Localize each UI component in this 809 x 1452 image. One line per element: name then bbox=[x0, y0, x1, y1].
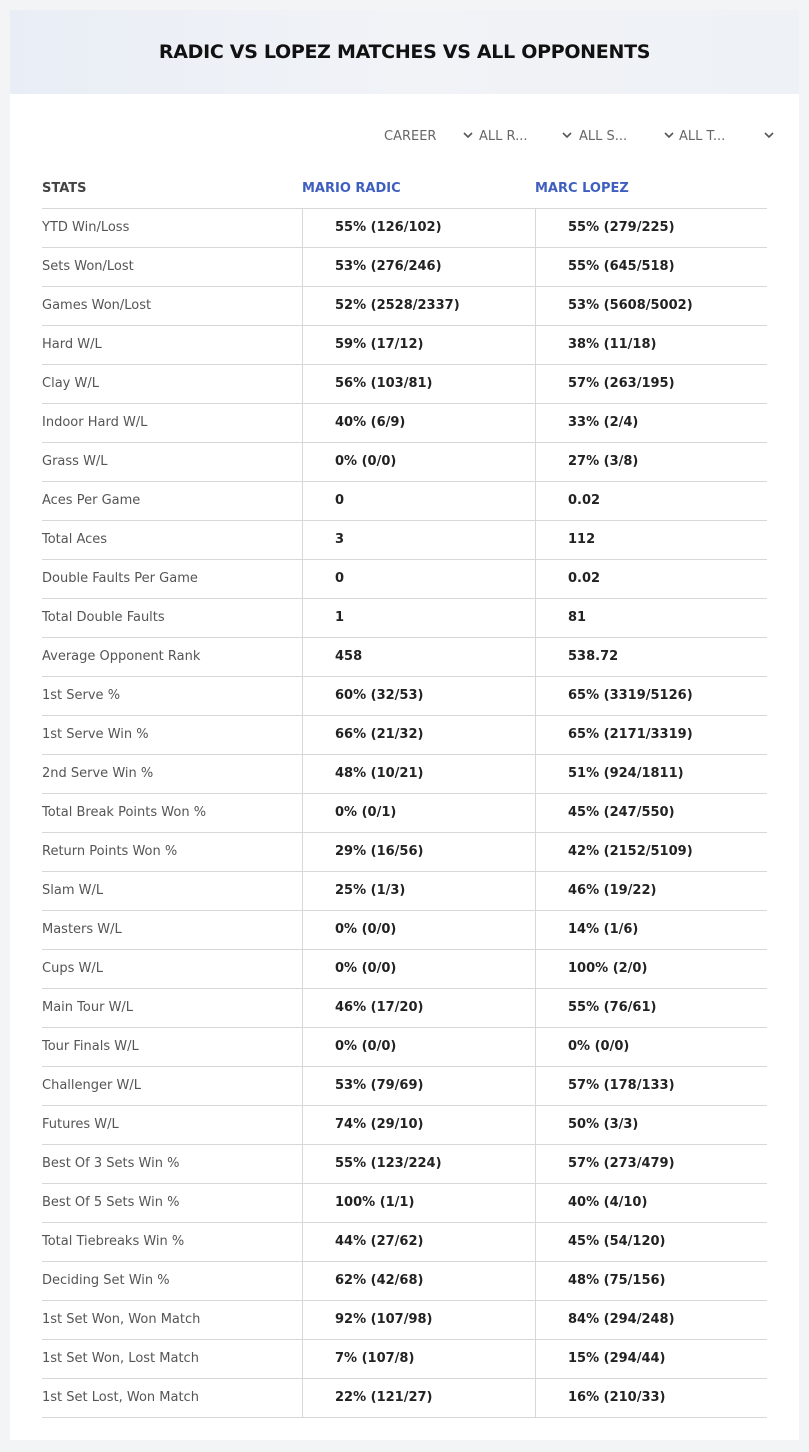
player2-value: 81 bbox=[535, 599, 767, 637]
player1-value: 0% (0/0) bbox=[302, 1028, 535, 1066]
stat-label: Futures W/L bbox=[42, 1117, 119, 1132]
stat-label: 1st Set Won, Won Match bbox=[42, 1312, 201, 1327]
stat-label: Masters W/L bbox=[42, 922, 122, 937]
player1-value: 458 bbox=[302, 638, 535, 676]
table-row bbox=[42, 482, 767, 521]
player1-value: 92% (107/98) bbox=[302, 1301, 535, 1339]
player2-value: 0% (0/0) bbox=[535, 1028, 767, 1066]
stat-label: Indoor Hard W/L bbox=[42, 415, 148, 430]
player2-value: 57% (178/133) bbox=[535, 1067, 767, 1105]
filter-period-label: CAREER bbox=[384, 128, 437, 144]
stat-label: YTD Win/Loss bbox=[42, 220, 130, 235]
player1-value: 1 bbox=[302, 599, 535, 637]
stat-label: 1st Set Lost, Won Match bbox=[42, 1390, 199, 1405]
stat-label: Total Break Points Won % bbox=[42, 805, 207, 820]
table-row bbox=[42, 1379, 767, 1418]
table-row bbox=[42, 1262, 767, 1301]
table-row bbox=[42, 521, 767, 560]
stat-label: Slam W/L bbox=[42, 883, 104, 898]
stat-label: Hard W/L bbox=[42, 337, 102, 352]
player1-value: 59% (17/12) bbox=[302, 326, 535, 364]
table-row bbox=[42, 1067, 767, 1106]
player2-value: 55% (645/518) bbox=[535, 248, 767, 286]
player1-value: 0% (0/0) bbox=[302, 911, 535, 949]
filter-surface-label: ALL S... bbox=[579, 128, 628, 144]
player1-value: 62% (42/68) bbox=[302, 1262, 535, 1300]
player2-value: 51% (924/1811) bbox=[535, 755, 767, 793]
player1-value: 25% (1/3) bbox=[302, 872, 535, 910]
player1-value: 0 bbox=[302, 482, 535, 520]
card-header bbox=[10, 10, 799, 94]
player2-value: 15% (294/44) bbox=[535, 1340, 767, 1378]
player1-value: 66% (21/32) bbox=[302, 716, 535, 754]
filter-tournament-label: ALL T... bbox=[679, 128, 726, 144]
stats-column-header: STATS bbox=[42, 181, 87, 196]
table-row bbox=[42, 326, 767, 365]
filter-surface-dropdown[interactable] bbox=[579, 124, 675, 148]
stat-label: Main Tour W/L bbox=[42, 1000, 134, 1015]
player2-value: 65% (3319/5126) bbox=[535, 677, 767, 715]
player1-value: 52% (2528/2337) bbox=[302, 287, 535, 325]
player1-value: 0% (0/0) bbox=[302, 443, 535, 481]
stat-label: Best Of 3 Sets Win % bbox=[42, 1156, 180, 1171]
table-row bbox=[42, 287, 767, 326]
player2-value: 38% (11/18) bbox=[535, 326, 767, 364]
stat-label: Average Opponent Rank bbox=[42, 649, 201, 664]
player1-value: 22% (121/27) bbox=[302, 1379, 535, 1417]
table-row bbox=[42, 1145, 767, 1184]
table-row bbox=[42, 989, 767, 1028]
stat-label: Grass W/L bbox=[42, 454, 108, 469]
table-row bbox=[42, 911, 767, 950]
player1-value: 7% (107/8) bbox=[302, 1340, 535, 1378]
stat-label: 1st Serve % bbox=[42, 688, 121, 703]
player2-value: 55% (279/225) bbox=[535, 209, 767, 247]
table-row bbox=[42, 716, 767, 755]
player2-value: 46% (19/22) bbox=[535, 872, 767, 910]
table-row bbox=[42, 599, 767, 638]
stat-label: Deciding Set Win % bbox=[42, 1273, 170, 1288]
filter-round-label: ALL R... bbox=[479, 128, 528, 144]
table-row bbox=[42, 638, 767, 677]
table-row bbox=[42, 833, 767, 872]
table-row bbox=[42, 365, 767, 404]
stat-label: Total Tiebreaks Win % bbox=[42, 1234, 185, 1249]
player2-value: 50% (3/3) bbox=[535, 1106, 767, 1144]
table-row bbox=[42, 755, 767, 794]
player2-value: 57% (263/195) bbox=[535, 365, 767, 403]
table-row bbox=[42, 1340, 767, 1379]
player2-value: 55% (76/61) bbox=[535, 989, 767, 1027]
stat-label: Double Faults Per Game bbox=[42, 571, 198, 586]
table-row bbox=[42, 404, 767, 443]
stat-label: Tour Finals W/L bbox=[42, 1039, 139, 1054]
player1-value: 53% (79/69) bbox=[302, 1067, 535, 1105]
stat-label: Clay W/L bbox=[42, 376, 99, 391]
table-row bbox=[42, 560, 767, 599]
player2-value: 33% (2/4) bbox=[535, 404, 767, 442]
player2-value: 65% (2171/3319) bbox=[535, 716, 767, 754]
stat-label: 1st Serve Win % bbox=[42, 727, 149, 742]
player1-value: 53% (276/246) bbox=[302, 248, 535, 286]
stat-label: Games Won/Lost bbox=[42, 298, 152, 313]
player1-value: 60% (32/53) bbox=[302, 677, 535, 715]
table-row bbox=[42, 1184, 767, 1223]
player1-value: 0% (0/0) bbox=[302, 950, 535, 988]
player2-value: 45% (54/120) bbox=[535, 1223, 767, 1261]
table-row bbox=[42, 677, 767, 716]
table-row bbox=[42, 872, 767, 911]
stat-label: Cups W/L bbox=[42, 961, 103, 976]
filter-round-dropdown[interactable] bbox=[479, 124, 573, 148]
table-row bbox=[42, 443, 767, 482]
player2-value: 100% (2/0) bbox=[535, 950, 767, 988]
filter-tournament-dropdown[interactable] bbox=[679, 124, 775, 148]
player2-value: 112 bbox=[535, 521, 767, 559]
player1-value: 40% (6/9) bbox=[302, 404, 535, 442]
player1-value: 3 bbox=[302, 521, 535, 559]
player2-value: 42% (2152/5109) bbox=[535, 833, 767, 871]
table-row bbox=[42, 950, 767, 989]
player2-value: 45% (247/550) bbox=[535, 794, 767, 832]
stat-label: Aces Per Game bbox=[42, 493, 141, 508]
player2-value: 40% (4/10) bbox=[535, 1184, 767, 1222]
player2-value: 16% (210/33) bbox=[535, 1379, 767, 1417]
stats-table bbox=[42, 208, 767, 1418]
player2-value: 53% (5608/5002) bbox=[535, 287, 767, 325]
player1-value: 46% (17/20) bbox=[302, 989, 535, 1027]
stat-label: 1st Set Won, Lost Match bbox=[42, 1351, 199, 1366]
stat-label: Challenger W/L bbox=[42, 1078, 141, 1093]
player1-value: 0% (0/1) bbox=[302, 794, 535, 832]
player2-value: 27% (3/8) bbox=[535, 443, 767, 481]
chevron-down-icon bbox=[663, 129, 675, 141]
stat-label: Total Aces bbox=[42, 532, 108, 547]
player1-value: 56% (103/81) bbox=[302, 365, 535, 403]
player1-value: 0 bbox=[302, 560, 535, 598]
table-header bbox=[42, 170, 767, 208]
table-row bbox=[42, 209, 767, 248]
filter-bar bbox=[380, 124, 770, 148]
player2-value: 538.72 bbox=[535, 638, 767, 676]
stat-label: 2nd Serve Win % bbox=[42, 766, 154, 781]
player2-value: 14% (1/6) bbox=[535, 911, 767, 949]
filter-period-dropdown[interactable] bbox=[384, 124, 474, 148]
stat-label: Best Of 5 Sets Win % bbox=[42, 1195, 180, 1210]
player1-value: 74% (29/10) bbox=[302, 1106, 535, 1144]
stats-card bbox=[10, 10, 799, 1440]
player2-value: 0.02 bbox=[535, 482, 767, 520]
stat-label: Return Points Won % bbox=[42, 844, 178, 859]
player2-value: 0.02 bbox=[535, 560, 767, 598]
player1-value: 44% (27/62) bbox=[302, 1223, 535, 1261]
player1-value: 48% (10/21) bbox=[302, 755, 535, 793]
table-row bbox=[42, 1028, 767, 1067]
stat-label: Total Double Faults bbox=[42, 610, 165, 625]
player1-link[interactable]: MARIO RADIC bbox=[302, 181, 401, 196]
player1-value: 55% (126/102) bbox=[302, 209, 535, 247]
chevron-down-icon bbox=[763, 129, 775, 141]
stat-label: Sets Won/Lost bbox=[42, 259, 134, 274]
table-row bbox=[42, 1301, 767, 1340]
player2-link[interactable]: MARC LOPEZ bbox=[535, 181, 629, 196]
chevron-down-icon bbox=[462, 129, 474, 141]
page-title: RADIC VS LOPEZ MATCHES VS ALL OPPONENTS bbox=[158, 41, 651, 63]
chevron-down-icon bbox=[561, 129, 573, 141]
player2-value: 57% (273/479) bbox=[535, 1145, 767, 1183]
player1-value: 29% (16/56) bbox=[302, 833, 535, 871]
player1-value: 55% (123/224) bbox=[302, 1145, 535, 1183]
player1-value: 100% (1/1) bbox=[302, 1184, 535, 1222]
table-row bbox=[42, 794, 767, 833]
table-row bbox=[42, 1106, 767, 1145]
table-row bbox=[42, 1223, 767, 1262]
player2-value: 48% (75/156) bbox=[535, 1262, 767, 1300]
player2-value: 84% (294/248) bbox=[535, 1301, 767, 1339]
table-row bbox=[42, 248, 767, 287]
